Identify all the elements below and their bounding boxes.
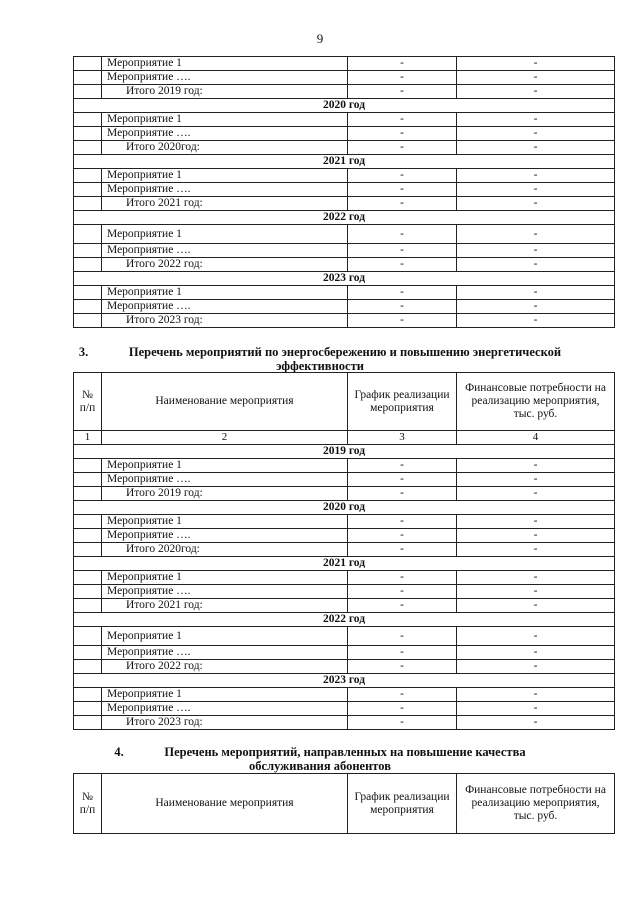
year-row bbox=[74, 557, 615, 571]
table-row bbox=[74, 660, 615, 674]
row-number-cell bbox=[74, 660, 102, 674]
row-name-cell: Мероприятие 1 bbox=[102, 627, 348, 646]
row-number-cell bbox=[74, 169, 102, 183]
row-name-cell: Мероприятие …. bbox=[102, 127, 348, 141]
row-finance-cell: - bbox=[457, 571, 615, 585]
table-service-quality bbox=[73, 773, 615, 834]
header-finance: Финансовые потребности на реализацию мероприятия, тыс. руб. bbox=[457, 373, 615, 431]
row-finance-cell: - bbox=[457, 258, 615, 272]
row-name-cell: Мероприятие 1 bbox=[102, 459, 348, 473]
table-row bbox=[74, 515, 615, 529]
table-row bbox=[74, 300, 615, 314]
table-header bbox=[74, 373, 615, 445]
table-energy-saving bbox=[73, 372, 615, 730]
table-body bbox=[74, 445, 615, 730]
row-schedule-cell: - bbox=[348, 169, 457, 183]
row-number-cell bbox=[74, 716, 102, 730]
year-label: 2022 год bbox=[74, 613, 615, 627]
row-number-cell bbox=[74, 57, 102, 71]
row-schedule-cell: - bbox=[348, 543, 457, 557]
table-row bbox=[74, 627, 615, 646]
table-row bbox=[74, 646, 615, 660]
header-name: Наименование мероприятия bbox=[102, 373, 348, 431]
row-number-cell bbox=[74, 85, 102, 99]
row-schedule-cell: - bbox=[348, 300, 457, 314]
row-finance-cell: - bbox=[457, 515, 615, 529]
col-number: 1 bbox=[74, 431, 102, 445]
row-number-cell bbox=[74, 627, 102, 646]
row-finance-cell: - bbox=[457, 225, 615, 244]
row-name-cell: Мероприятие …. bbox=[102, 300, 348, 314]
table-row bbox=[74, 225, 615, 244]
row-name-cell: Итого 2020год: bbox=[102, 141, 348, 155]
row-name-cell: Мероприятие 1 bbox=[102, 57, 348, 71]
row-name-cell: Мероприятие 1 bbox=[102, 113, 348, 127]
section-number: 3. bbox=[78, 345, 89, 359]
row-schedule-cell: - bbox=[348, 141, 457, 155]
row-schedule-cell: - bbox=[348, 127, 457, 141]
table-row bbox=[74, 286, 615, 300]
col-number: 4 bbox=[457, 431, 615, 445]
row-name-cell: Итого 2022 год: bbox=[102, 258, 348, 272]
section-4-heading bbox=[0, 745, 640, 773]
row-schedule-cell: - bbox=[348, 459, 457, 473]
row-schedule-cell: - bbox=[348, 57, 457, 71]
row-finance-cell: - bbox=[457, 627, 615, 646]
section-number: 4. bbox=[114, 745, 124, 759]
row-schedule-cell: - bbox=[348, 487, 457, 501]
table-row bbox=[74, 529, 615, 543]
row-finance-cell: - bbox=[457, 169, 615, 183]
row-schedule-cell: - bbox=[348, 515, 457, 529]
row-finance-cell: - bbox=[457, 244, 615, 258]
row-number-cell bbox=[74, 571, 102, 585]
row-schedule-cell: - bbox=[348, 258, 457, 272]
row-finance-cell: - bbox=[457, 314, 615, 328]
table-row bbox=[74, 183, 615, 197]
row-schedule-cell: - bbox=[348, 585, 457, 599]
row-schedule-cell: - bbox=[348, 529, 457, 543]
row-schedule-cell: - bbox=[348, 71, 457, 85]
row-number-cell bbox=[74, 300, 102, 314]
row-name-cell: Мероприятие 1 bbox=[102, 169, 348, 183]
section-3-heading bbox=[0, 345, 640, 373]
row-number-cell bbox=[74, 459, 102, 473]
row-finance-cell: - bbox=[457, 85, 615, 99]
row-schedule-cell: - bbox=[348, 286, 457, 300]
row-schedule-cell: - bbox=[348, 244, 457, 258]
row-finance-cell: - bbox=[457, 197, 615, 211]
row-number-cell bbox=[74, 183, 102, 197]
row-finance-cell: - bbox=[457, 286, 615, 300]
row-name-cell: Итого 2022 год: bbox=[102, 660, 348, 674]
page-number: 9 bbox=[316, 31, 324, 46]
row-number-cell bbox=[74, 529, 102, 543]
row-number-cell bbox=[74, 688, 102, 702]
year-label: 2022 год bbox=[74, 211, 615, 225]
row-number-cell bbox=[74, 127, 102, 141]
table-row bbox=[74, 57, 615, 71]
table-row bbox=[74, 314, 615, 328]
row-finance-cell: - bbox=[457, 57, 615, 71]
table-row bbox=[74, 487, 615, 501]
row-finance-cell: - bbox=[457, 543, 615, 557]
row-schedule-cell: - bbox=[348, 660, 457, 674]
row-schedule-cell: - bbox=[348, 314, 457, 328]
row-schedule-cell: - bbox=[348, 85, 457, 99]
row-number-cell bbox=[74, 314, 102, 328]
section-title-line2: эффективности bbox=[276, 359, 364, 373]
table-row bbox=[74, 85, 615, 99]
year-row bbox=[74, 155, 615, 169]
row-schedule-cell: - bbox=[348, 473, 457, 487]
row-number-cell bbox=[74, 244, 102, 258]
table-row bbox=[74, 244, 615, 258]
row-number-cell bbox=[74, 585, 102, 599]
row-name-cell: Мероприятие 1 bbox=[102, 515, 348, 529]
table-row bbox=[74, 141, 615, 155]
row-number-cell bbox=[74, 141, 102, 155]
row-number-cell bbox=[74, 487, 102, 501]
row-name-cell: Мероприятие 1 bbox=[102, 571, 348, 585]
year-label: 2023 год bbox=[74, 272, 615, 286]
row-name-cell: Мероприятие 1 bbox=[102, 688, 348, 702]
row-finance-cell: - bbox=[457, 183, 615, 197]
row-number-cell bbox=[74, 258, 102, 272]
row-finance-cell: - bbox=[457, 300, 615, 314]
row-number-cell bbox=[74, 515, 102, 529]
year-label: 2021 год bbox=[74, 155, 615, 169]
row-schedule-cell: - bbox=[348, 571, 457, 585]
row-schedule-cell: - bbox=[348, 197, 457, 211]
row-schedule-cell: - bbox=[348, 646, 457, 660]
table-row bbox=[74, 702, 615, 716]
table-body bbox=[74, 57, 615, 328]
row-name-cell: Мероприятие …. bbox=[102, 473, 348, 487]
row-name-cell: Мероприятие …. bbox=[102, 529, 348, 543]
row-number-cell bbox=[74, 71, 102, 85]
year-row bbox=[74, 211, 615, 225]
row-finance-cell: - bbox=[457, 529, 615, 543]
row-finance-cell: - bbox=[457, 716, 615, 730]
row-schedule-cell: - bbox=[348, 702, 457, 716]
row-finance-cell: - bbox=[457, 487, 615, 501]
header-finance: Финансовые потребности на реализацию мероприятия, тыс. руб. bbox=[457, 774, 615, 834]
row-finance-cell: - bbox=[457, 127, 615, 141]
table-row bbox=[74, 169, 615, 183]
row-number-cell bbox=[74, 197, 102, 211]
row-name-cell: Итого 2023 год: bbox=[102, 716, 348, 730]
row-schedule-cell: - bbox=[348, 627, 457, 646]
year-row bbox=[74, 501, 615, 515]
row-number-cell bbox=[74, 543, 102, 557]
table-row bbox=[74, 113, 615, 127]
header-schedule: График реализации мероприятия bbox=[348, 373, 457, 431]
row-schedule-cell: - bbox=[348, 183, 457, 197]
row-name-cell: Итого 2021 год: bbox=[102, 599, 348, 613]
year-row bbox=[74, 674, 615, 688]
row-name-cell: Итого 2019 год: bbox=[102, 487, 348, 501]
row-number-cell bbox=[74, 286, 102, 300]
row-name-cell: Мероприятие 1 bbox=[102, 286, 348, 300]
row-finance-cell: - bbox=[457, 702, 615, 716]
table-row bbox=[74, 71, 615, 85]
table-row bbox=[74, 197, 615, 211]
row-schedule-cell: - bbox=[348, 113, 457, 127]
row-name-cell: Мероприятие 1 bbox=[102, 225, 348, 244]
row-name-cell: Мероприятие …. bbox=[102, 244, 348, 258]
col-number: 2 bbox=[102, 431, 348, 445]
row-finance-cell: - bbox=[457, 585, 615, 599]
section-title-line2: обслуживания абонентов bbox=[249, 759, 391, 773]
row-name-cell: Мероприятие …. bbox=[102, 71, 348, 85]
table-row bbox=[74, 571, 615, 585]
table-row bbox=[74, 543, 615, 557]
row-name-cell: Мероприятие …. bbox=[102, 585, 348, 599]
row-name-cell: Мероприятие …. bbox=[102, 646, 348, 660]
row-number-cell bbox=[74, 473, 102, 487]
header-num: № п/п bbox=[74, 373, 102, 431]
table-continuation bbox=[73, 56, 615, 328]
col-number: 3 bbox=[348, 431, 457, 445]
row-name-cell: Итого 2021 год: bbox=[102, 197, 348, 211]
row-schedule-cell: - bbox=[348, 225, 457, 244]
year-row bbox=[74, 613, 615, 627]
row-schedule-cell: - bbox=[348, 599, 457, 613]
row-schedule-cell: - bbox=[348, 688, 457, 702]
row-name-cell: Итого 2020год: bbox=[102, 543, 348, 557]
year-label: 2020 год bbox=[74, 99, 615, 113]
row-finance-cell: - bbox=[457, 71, 615, 85]
table-row bbox=[74, 688, 615, 702]
row-schedule-cell: - bbox=[348, 716, 457, 730]
row-number-cell bbox=[74, 225, 102, 244]
row-finance-cell: - bbox=[457, 113, 615, 127]
section-title-line1: Перечень мероприятий, направленных на повышение качества bbox=[164, 745, 526, 759]
row-name-cell: Итого 2019 год: bbox=[102, 85, 348, 99]
year-label: 2021 год bbox=[74, 557, 615, 571]
row-number-cell bbox=[74, 702, 102, 716]
row-finance-cell: - bbox=[457, 599, 615, 613]
table-row bbox=[74, 716, 615, 730]
year-label: 2023 год bbox=[74, 674, 615, 688]
table-row bbox=[74, 459, 615, 473]
table-row bbox=[74, 258, 615, 272]
row-finance-cell: - bbox=[457, 141, 615, 155]
header-schedule: График реализации мероприятия bbox=[348, 774, 457, 834]
header-name: Наименование мероприятия bbox=[102, 774, 348, 834]
year-row bbox=[74, 99, 615, 113]
table-row bbox=[74, 599, 615, 613]
year-label: 2020 год bbox=[74, 501, 615, 515]
row-finance-cell: - bbox=[457, 688, 615, 702]
table-row bbox=[74, 473, 615, 487]
year-row bbox=[74, 272, 615, 286]
year-row bbox=[74, 445, 615, 459]
table-row bbox=[74, 127, 615, 141]
header-num: № п/п bbox=[74, 774, 102, 834]
year-label: 2019 год bbox=[74, 445, 615, 459]
table-row bbox=[74, 585, 615, 599]
row-finance-cell: - bbox=[457, 660, 615, 674]
row-finance-cell: - bbox=[457, 459, 615, 473]
row-name-cell: Мероприятие …. bbox=[102, 183, 348, 197]
row-number-cell bbox=[74, 646, 102, 660]
section-title-line1: Перечень мероприятий по энергосбережению и повышению энергетической bbox=[128, 345, 562, 359]
row-name-cell: Мероприятие …. bbox=[102, 702, 348, 716]
table-header bbox=[74, 774, 615, 834]
row-finance-cell: - bbox=[457, 646, 615, 660]
row-finance-cell: - bbox=[457, 473, 615, 487]
row-number-cell bbox=[74, 599, 102, 613]
row-number-cell bbox=[74, 113, 102, 127]
row-name-cell: Итого 2023 год: bbox=[102, 314, 348, 328]
